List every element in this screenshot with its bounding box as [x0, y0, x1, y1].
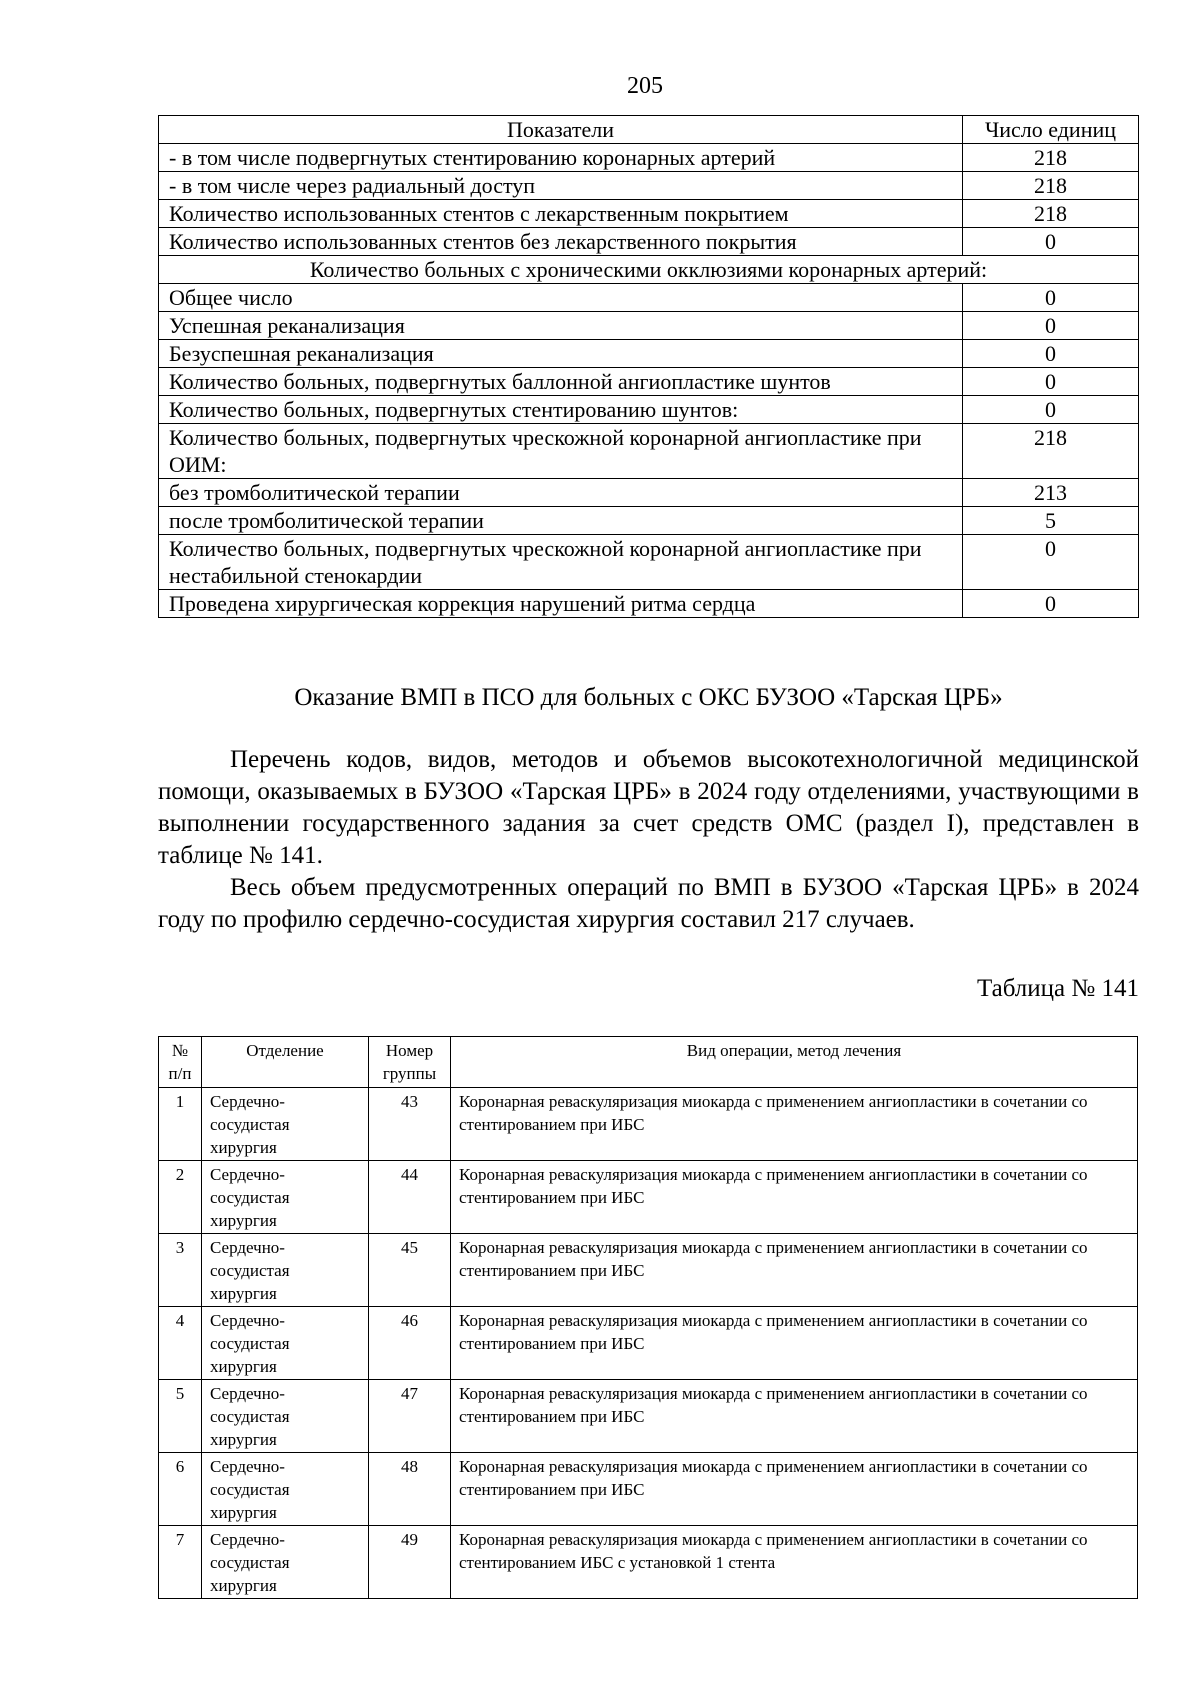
table-row: [159, 1526, 1138, 1599]
column-header-department: Отделение: [202, 1037, 369, 1088]
row-department: Сердечно-сосудистая хирургия: [202, 1307, 369, 1380]
table-row: [159, 312, 1139, 340]
row-label: после тромболитической терапии: [159, 507, 963, 535]
row-department: Сердечно-сосудистая хирургия: [202, 1380, 369, 1453]
row-method: Коронарная реваскуляризация миокарда с применением ангиопластики в сочетании со стентированием ИБС с установкой 1 стента: [451, 1526, 1138, 1599]
row-label: без тромболитической терапии: [159, 479, 963, 507]
row-label: Количество больных, подвергнутых баллонной ангиопластике шунтов: [159, 368, 963, 396]
row-number: 3: [159, 1234, 202, 1307]
section-title: Оказание ВМП в ПСО для больных с ОКС БУЗОО «Тарская ЦРБ»: [294, 684, 1003, 711]
column-header-number: № п/п: [159, 1037, 202, 1088]
row-group: 44: [369, 1161, 451, 1234]
table-row: [159, 172, 1139, 200]
row-label: Безуспешная реканализация: [159, 340, 963, 368]
table-row: [159, 368, 1139, 396]
row-value: 0: [963, 340, 1139, 368]
row-value: 218: [963, 144, 1139, 172]
table-section-row: [159, 256, 1139, 284]
row-department: Сердечно-сосудистая хирургия: [202, 1453, 369, 1526]
row-label: Количество использованных стентов без лекарственного покрытия: [159, 228, 963, 256]
row-number: 7: [159, 1526, 202, 1599]
row-label: Количество больных, подвергнутых чрескожной коронарной ангиопластике при нестабильной стенокардии: [159, 535, 963, 590]
column-header-units: Число единиц: [963, 116, 1139, 144]
row-number: 6: [159, 1453, 202, 1526]
row-label: - в том числе подвергнутых стентированию коронарных артерий: [159, 144, 963, 172]
table-row: [159, 1307, 1138, 1380]
row-value: 0: [963, 228, 1139, 256]
row-group: 48: [369, 1453, 451, 1526]
row-label: Количество больных, подвергнутых чрескожной коронарной ангиопластике при ОИМ:: [159, 424, 963, 479]
row-label: - в том числе через радиальный доступ: [159, 172, 963, 200]
table-row: [159, 1380, 1138, 1453]
row-method: Коронарная реваскуляризация миокарда с применением ангиопластики в сочетании со стентированием при ИБС: [451, 1088, 1138, 1161]
table-header-row: [159, 1037, 1138, 1088]
table-row: [159, 228, 1139, 256]
row-label: Проведена хирургическая коррекция нарушений ритма сердца: [159, 590, 963, 618]
row-value: 218: [963, 200, 1139, 228]
row-group: 46: [369, 1307, 451, 1380]
row-label: Количество использованных стентов с лекарственным покрытием: [159, 200, 963, 228]
row-method: Коронарная реваскуляризация миокарда с применением ангиопластики в сочетании со стентированием при ИБС: [451, 1161, 1138, 1234]
column-header-group: Номер группы: [369, 1037, 451, 1088]
row-method: Коронарная реваскуляризация миокарда с применением ангиопластики в сочетании со стентированием при ИБС: [451, 1453, 1138, 1526]
row-number: 5: [159, 1380, 202, 1453]
table-row: [159, 144, 1139, 172]
row-department: Сердечно-сосудистая хирургия: [202, 1161, 369, 1234]
table-row: [159, 1088, 1138, 1161]
table-row: [159, 284, 1139, 312]
row-value: 0: [963, 312, 1139, 340]
table-row: [159, 340, 1139, 368]
table-row: [159, 424, 1139, 479]
row-label: Количество больных, подвергнутых стентированию шунтов:: [159, 396, 963, 424]
paragraph-summary: Весь объем предусмотренных операций по ВМП в БУЗОО «Тарская ЦРБ» в 2024 году по профилю сердечно-сосудистая хирургия составил 217 случаев.: [158, 874, 1139, 933]
row-group: 43: [369, 1088, 451, 1161]
row-value: 0: [963, 535, 1139, 590]
row-number: 1: [159, 1088, 202, 1161]
row-value: 0: [963, 396, 1139, 424]
table-row: [159, 479, 1139, 507]
row-department: Сердечно-сосудистая хирургия: [202, 1234, 369, 1307]
row-value: 5: [963, 507, 1139, 535]
row-value: 0: [963, 590, 1139, 618]
row-value: 218: [963, 172, 1139, 200]
paragraph-intro: Перечень кодов, видов, методов и объемов высокотехнологичной медицинской помощи, оказываемых в БУЗОО «Тарская ЦРБ» в 2024 году отделениями, участвующими в выполнении государственного задания за счет средств ОМС (раздел I), представлен в таблице № 141.: [158, 746, 1139, 869]
table-row: [159, 1234, 1138, 1307]
row-number: 4: [159, 1307, 202, 1380]
table-row: [159, 535, 1139, 590]
row-group: 47: [369, 1380, 451, 1453]
column-header-method: Вид операции, метод лечения: [451, 1037, 1138, 1088]
table-row: [159, 590, 1139, 618]
table-header-row: [159, 116, 1139, 144]
row-value: 0: [963, 284, 1139, 312]
row-label: Общее число: [159, 284, 963, 312]
table-caption: Таблица № 141: [976, 975, 1139, 1002]
row-value: 213: [963, 479, 1139, 507]
row-department: Сердечно-сосудистая хирургия: [202, 1088, 369, 1161]
row-method: Коронарная реваскуляризация миокарда с применением ангиопластики в сочетании со стентированием при ИБС: [451, 1380, 1138, 1453]
table-row: [159, 396, 1139, 424]
indicators-table: [158, 115, 1139, 618]
vmp-table: [158, 1036, 1138, 1599]
section-subheading: Количество больных с хроническими окклюзиями коронарных артерий:: [159, 256, 1139, 284]
table-row: [159, 1453, 1138, 1526]
row-label: Успешная реканализация: [159, 312, 963, 340]
row-department: Сердечно-сосудистая хирургия: [202, 1526, 369, 1599]
table-row: [159, 200, 1139, 228]
row-number: 2: [159, 1161, 202, 1234]
row-group: 49: [369, 1526, 451, 1599]
row-group: 45: [369, 1234, 451, 1307]
page-number: 205: [627, 73, 663, 99]
row-method: Коронарная реваскуляризация миокарда с применением ангиопластики в сочетании со стентированием при ИБС: [451, 1234, 1138, 1307]
row-method: Коронарная реваскуляризация миокарда с применением ангиопластики в сочетании со стентированием при ИБС: [451, 1307, 1138, 1380]
column-header-indicators: Показатели: [159, 116, 963, 144]
row-value: 218: [963, 424, 1139, 479]
table-row: [159, 507, 1139, 535]
table-row: [159, 1161, 1138, 1234]
row-value: 0: [963, 368, 1139, 396]
